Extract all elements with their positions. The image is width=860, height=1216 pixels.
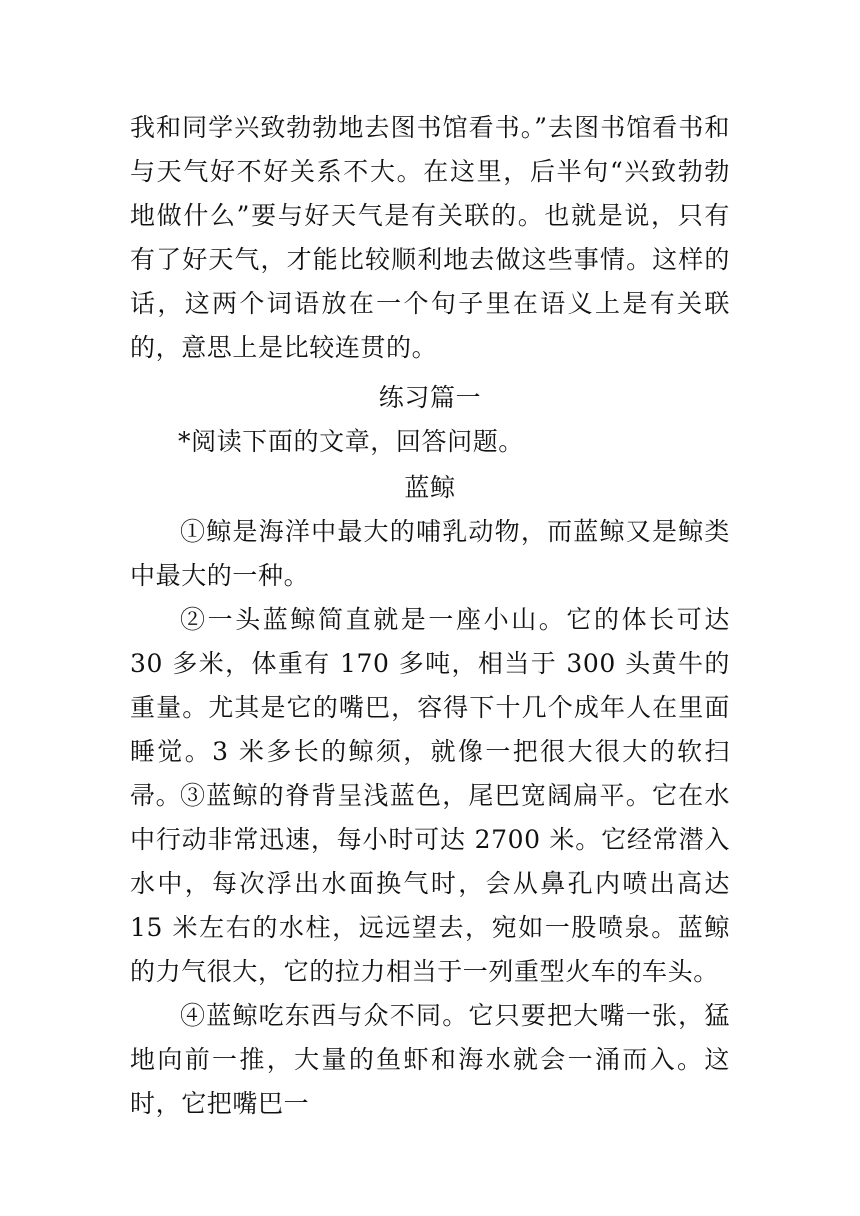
paragraph-text: ①鲸是海洋中最大的哺乳动物，而蓝鲸又是鲸类中最大的一种。: [130, 517, 730, 590]
article-paragraph-3: [130, 774, 730, 994]
article-paragraph-4: [130, 994, 730, 1126]
paragraph-text: ④蓝鲸吃东西与众不同。它只要把大嘴一张，猛地向前一推，大量的鱼虾和海水就会一涌而入。这时，它把嘴巴一: [130, 1001, 730, 1118]
paragraph-text: ②一头蓝鲸简直就是一座小山。它的体长可达 30 多米，体重有 170 多吨，相当于 300 头黄牛的重量。尤其是它的嘴巴，容得下十几个成年人在里面睡觉。3 米多长的鲸须，就像一把很大很大的软扫帚。: [130, 605, 730, 810]
article-title: 蓝鲸: [404, 473, 456, 502]
reading-instruction: *阅读下面的文章，回答问题。: [178, 427, 524, 456]
paragraph-text: ③蓝鲸的脊背呈浅蓝色，尾巴宽阔扁平。它在水中行动非常迅速，每小时可达 2700 米。它经常潜入水中，每次浮出水面换气时，会从鼻孔内喷出高达 15 米左右的水柱，远远望去，宛如一股喷泉。蓝鲸的力气很大，它的拉力相当于一列重型火车的车头。: [130, 781, 730, 986]
intro-text: 我和同学兴致勃勃地去图书馆看书。”去图书馆看书和与天气好不好关系不大。在这里，后半句“兴致勃勃地做什么”要与好天气是有关联的。也就是说，只有有了好天气，才能比较顺利地去做这些事情。这样的话，这两个词语放在一个句子里在语义上是有关联的，意思上是比较连贯的。: [130, 113, 730, 362]
intro-paragraph: [130, 106, 730, 370]
article-paragraph-1: [130, 510, 730, 598]
section-title: 练习篇一: [378, 383, 482, 412]
